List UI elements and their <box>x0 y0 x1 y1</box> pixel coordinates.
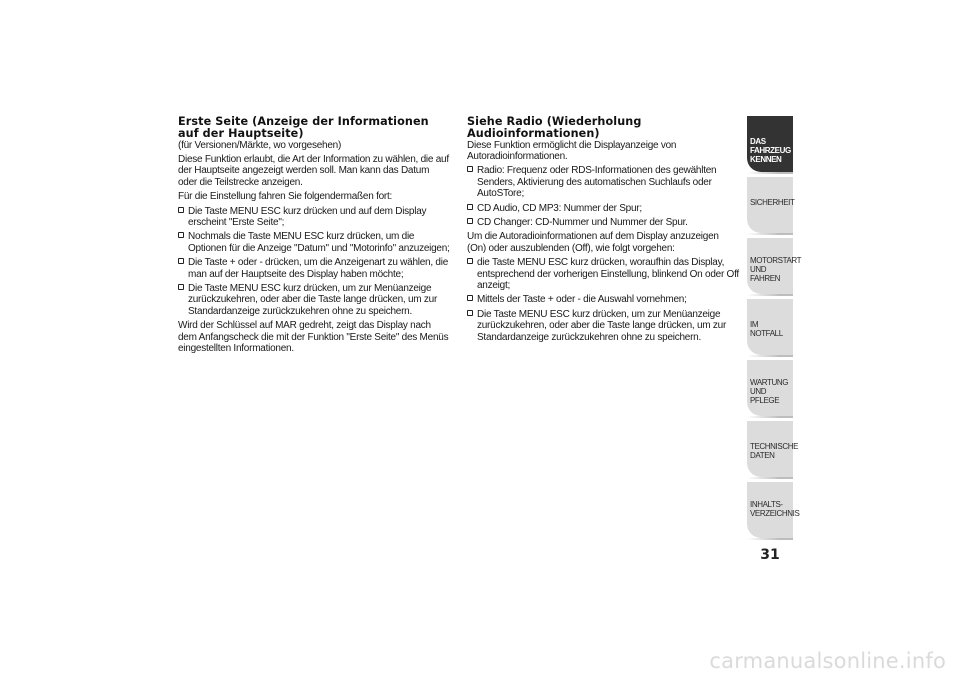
checkbox-bullet-icon <box>467 218 473 224</box>
chapter-tabs <box>747 116 802 543</box>
list-item: Radio: Frequenz oder RDS-Informationen des gewählten Senders, Aktivierung des automatischen Suchlaufs oder AutoSTore; <box>467 165 739 199</box>
checkbox-bullet-icon <box>467 204 473 210</box>
watermark: carmanualsonline.info <box>709 649 946 673</box>
checkbox-bullet-icon <box>178 258 184 264</box>
list-item: die Taste MENU ESC kurz drücken, woraufhin das Display, entsprechend der vorherigen Einstellung, blinkend On oder Off anzeigt; <box>467 257 739 291</box>
tab-inhaltsverzeichnis[interactable]: INHALTS- VERZEICHNIS <box>747 482 793 538</box>
list-item: CD Changer: CD-Nummer und Nummer der Spur. <box>467 217 739 228</box>
checkbox-bullet-icon <box>178 232 184 238</box>
list-item: Die Taste MENU ESC kurz drücken und auf dem Display erscheint "Erste Seite"; <box>178 206 450 229</box>
section-heading-erste-seite: Erste Seite (Anzeige der Informationen auf der Hauptseite) <box>178 115 429 140</box>
checkbox-bullet-icon <box>467 166 473 172</box>
checkbox-bullet-icon <box>178 284 184 290</box>
list-item: Nochmals die Taste MENU ESC kurz drücken, um die Optionen für die Anzeige "Datum" und "Motorinfo" anzuzeigen; <box>178 231 450 254</box>
page-number: 31 <box>760 547 780 563</box>
checkbox-bullet-icon <box>467 258 473 264</box>
tab-motorstart-und-fahren[interactable]: MOTORSTART UND FAHREN <box>747 238 793 294</box>
tab-wartung-und-pflege[interactable]: WARTUNG UND PFLEGE <box>747 360 793 416</box>
intro-paragraph: Diese Funktion erlaubt, die Art der Information zu wählen, die auf der Hauptseite angezeigt werden soll. Man kann das Datum oder die Teilstrecke anzeigen. <box>178 154 449 188</box>
closing-paragraph: Wird der Schlüssel auf MAR gedreht, zeigt das Display nach dem Anfangscheck die mit der Funktion "Erste Seite" des Menüs eingestellten Informationen. <box>178 320 449 355</box>
radio-intro-paragraph: Diese Funktion ermöglicht die Displayanzeige von Autoradioinformationen. <box>467 139 677 162</box>
list-item: Die Taste + oder - drücken, um die Anzeigenart zu wählen, die man auf der Hauptseite des Display haben möchte; <box>178 257 450 280</box>
middle-paragraph: Um die Autoradioinformationen auf dem Display anzuzeigen (On) oder auszublenden (Off), wie folgt vorgehen: <box>467 231 719 254</box>
tab-das-fahrzeug-kennen[interactable]: DAS FAHRZEUG KENNEN <box>747 116 793 172</box>
radio-steps-list <box>467 257 739 343</box>
checkbox-bullet-icon <box>467 310 473 316</box>
right-column <box>467 116 739 346</box>
checkbox-bullet-icon <box>467 295 473 301</box>
tab-technische-daten[interactable]: TECHNISCHE DATEN <box>747 421 793 477</box>
checkbox-bullet-icon <box>178 207 184 213</box>
steps-intro: Für die Einstellung fahren Sie folgendermaßen fort: <box>178 191 393 203</box>
section-heading-siehe-radio: Siehe Radio (Wiederholung Audioinformationen) <box>467 115 642 140</box>
tab-sicherheit[interactable]: SICHERHEIT <box>747 177 793 233</box>
tab-im-notfall[interactable]: IM NOTFALL <box>747 299 793 355</box>
list-item: Mittels der Taste + oder - die Auswahl vornehmen; <box>467 294 739 305</box>
list-item: Die Taste MENU ESC kurz drücken, um zur Menüanzeige zurückzukehren, oder aber die Taste lange drücken, um zur Standardanzeige zurückzukehren ohne zu speichern. <box>178 283 450 317</box>
list-item: Die Taste MENU ESC kurz drücken, um zur Menüanzeige zurückzukehren, oder aber die Taste lange drücken, um zur Standardanzeige zurückzukehren ohne zu speichern. <box>467 309 739 343</box>
steps-list <box>178 206 450 318</box>
version-note: (für Versionen/Märkte, wo vorgesehen) <box>178 139 342 151</box>
radio-info-list <box>467 165 739 228</box>
left-column <box>178 116 450 358</box>
list-item: CD Audio, CD MP3: Nummer der Spur; <box>467 203 739 214</box>
